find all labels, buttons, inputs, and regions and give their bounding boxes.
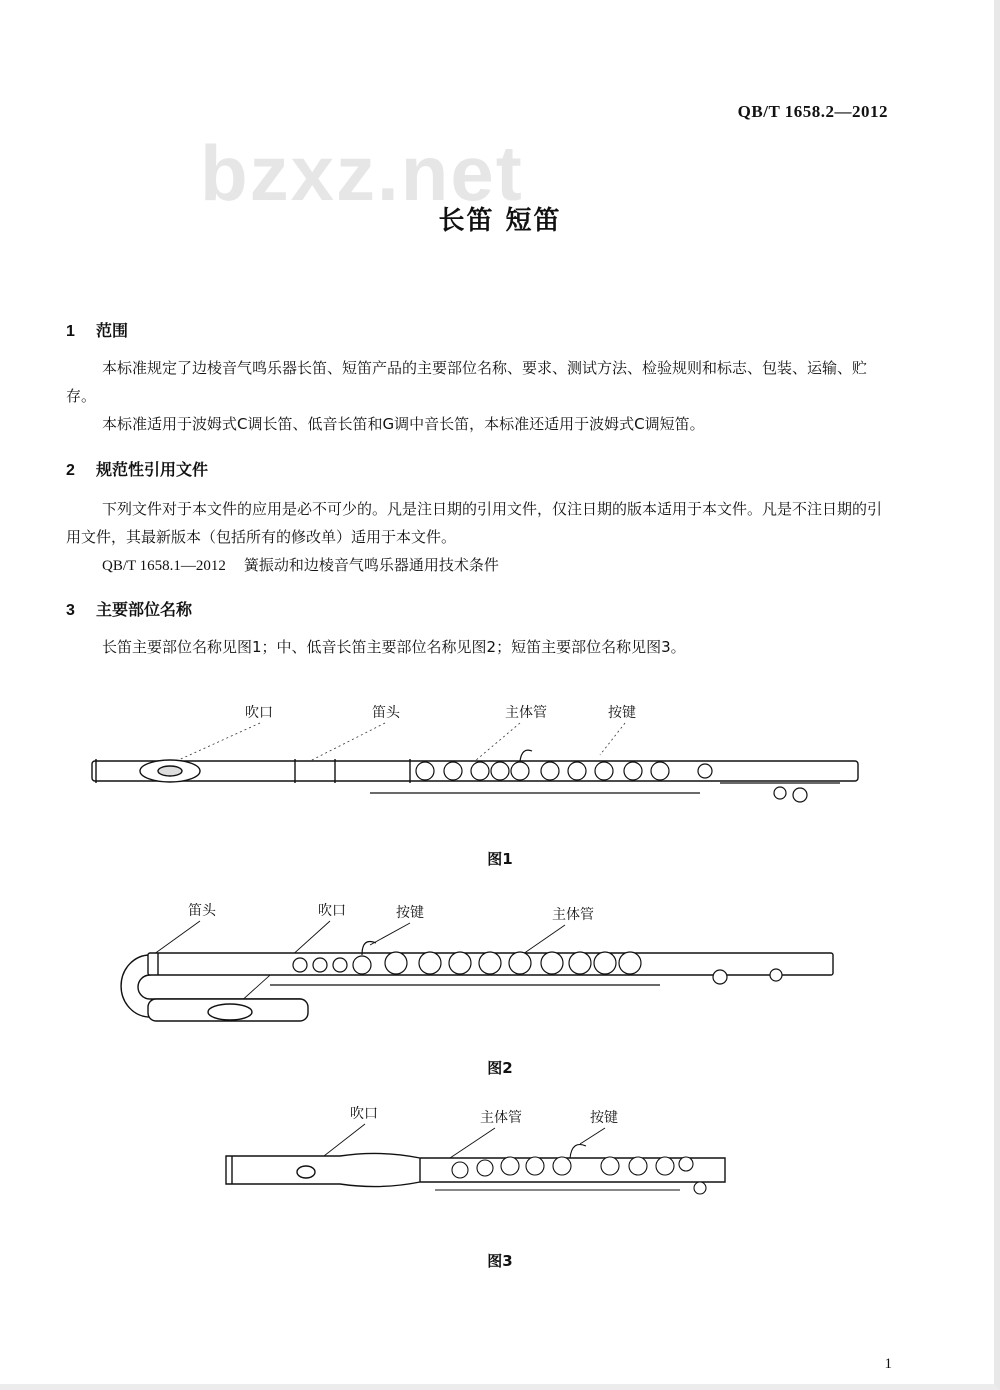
section-3-paragraph-1: 长笛主要部位名称见图1；中、低音长笛主要部位名称见图2；短笛主要部位名称见图3。 bbox=[102, 638, 686, 656]
figure-3-caption: 图3 bbox=[487, 1252, 513, 1270]
section-2-paragraph-1: 下列文件对于本文件的应用是必不可少的。凡是注日期的引用文件，仅注日期的版本适用于本文件。凡是不注日期的引用文件，其最新版本（包括所有的修改单）适用于本文件。 bbox=[66, 500, 883, 546]
section-title: 主要部位名称 bbox=[96, 600, 193, 619]
label-body: 主体管 bbox=[552, 907, 594, 923]
label-headjoint: 笛头 bbox=[372, 705, 400, 721]
figure-1-caption: 图1 bbox=[487, 850, 513, 868]
watermark: bzxz.net bbox=[200, 129, 524, 217]
section-1-paragraph-1: 本标准规定了边棱音气鸣乐器长笛、短笛产品的主要部位名称、要求、测试方法、检验规则和标志、包装、运输、贮存。 bbox=[66, 359, 868, 405]
section-2-heading bbox=[66, 457, 208, 480]
label-embouchure: 吹口 bbox=[245, 705, 273, 721]
label-body: 主体管 bbox=[480, 1110, 522, 1126]
section-title: 规范性引用文件 bbox=[96, 460, 209, 479]
label-embouchure: 吹口 bbox=[318, 903, 346, 919]
document-title: 长笛 短笛 bbox=[438, 206, 562, 236]
section-number: 2 bbox=[66, 462, 75, 479]
figure-2-caption: 图2 bbox=[487, 1059, 513, 1077]
page-number: 1 bbox=[884, 1356, 892, 1372]
label-keys: 按键 bbox=[590, 1110, 618, 1126]
normative-reference bbox=[102, 554, 499, 575]
figure-2-alto-flute bbox=[100, 895, 860, 1045]
figure-1-flute bbox=[80, 695, 880, 825]
reference-title: 簧振动和边棱音气鸣乐器通用技术条件 bbox=[243, 556, 499, 574]
section-1-paragraph-2: 本标准适用于波姆式C调长笛、低音长笛和G调中音长笛，本标准还适用于波姆式C调短笛。 bbox=[102, 415, 705, 433]
label-headjoint: 笛头 bbox=[188, 903, 216, 919]
section-number: 3 bbox=[66, 602, 75, 619]
label-keys: 按键 bbox=[608, 705, 636, 721]
section-1-heading bbox=[66, 318, 128, 341]
label-keys: 按键 bbox=[396, 905, 424, 921]
reference-code: QB/T 1658.1—2012 bbox=[102, 558, 226, 574]
standard-code: QB/T 1658.2—2012 bbox=[737, 102, 888, 121]
section-3-heading bbox=[66, 597, 192, 620]
section-number: 1 bbox=[66, 323, 75, 340]
section-title: 范围 bbox=[96, 321, 129, 340]
figure-3-piccolo bbox=[210, 1100, 750, 1210]
label-embouchure: 吹口 bbox=[350, 1106, 378, 1122]
label-body: 主体管 bbox=[505, 705, 547, 721]
